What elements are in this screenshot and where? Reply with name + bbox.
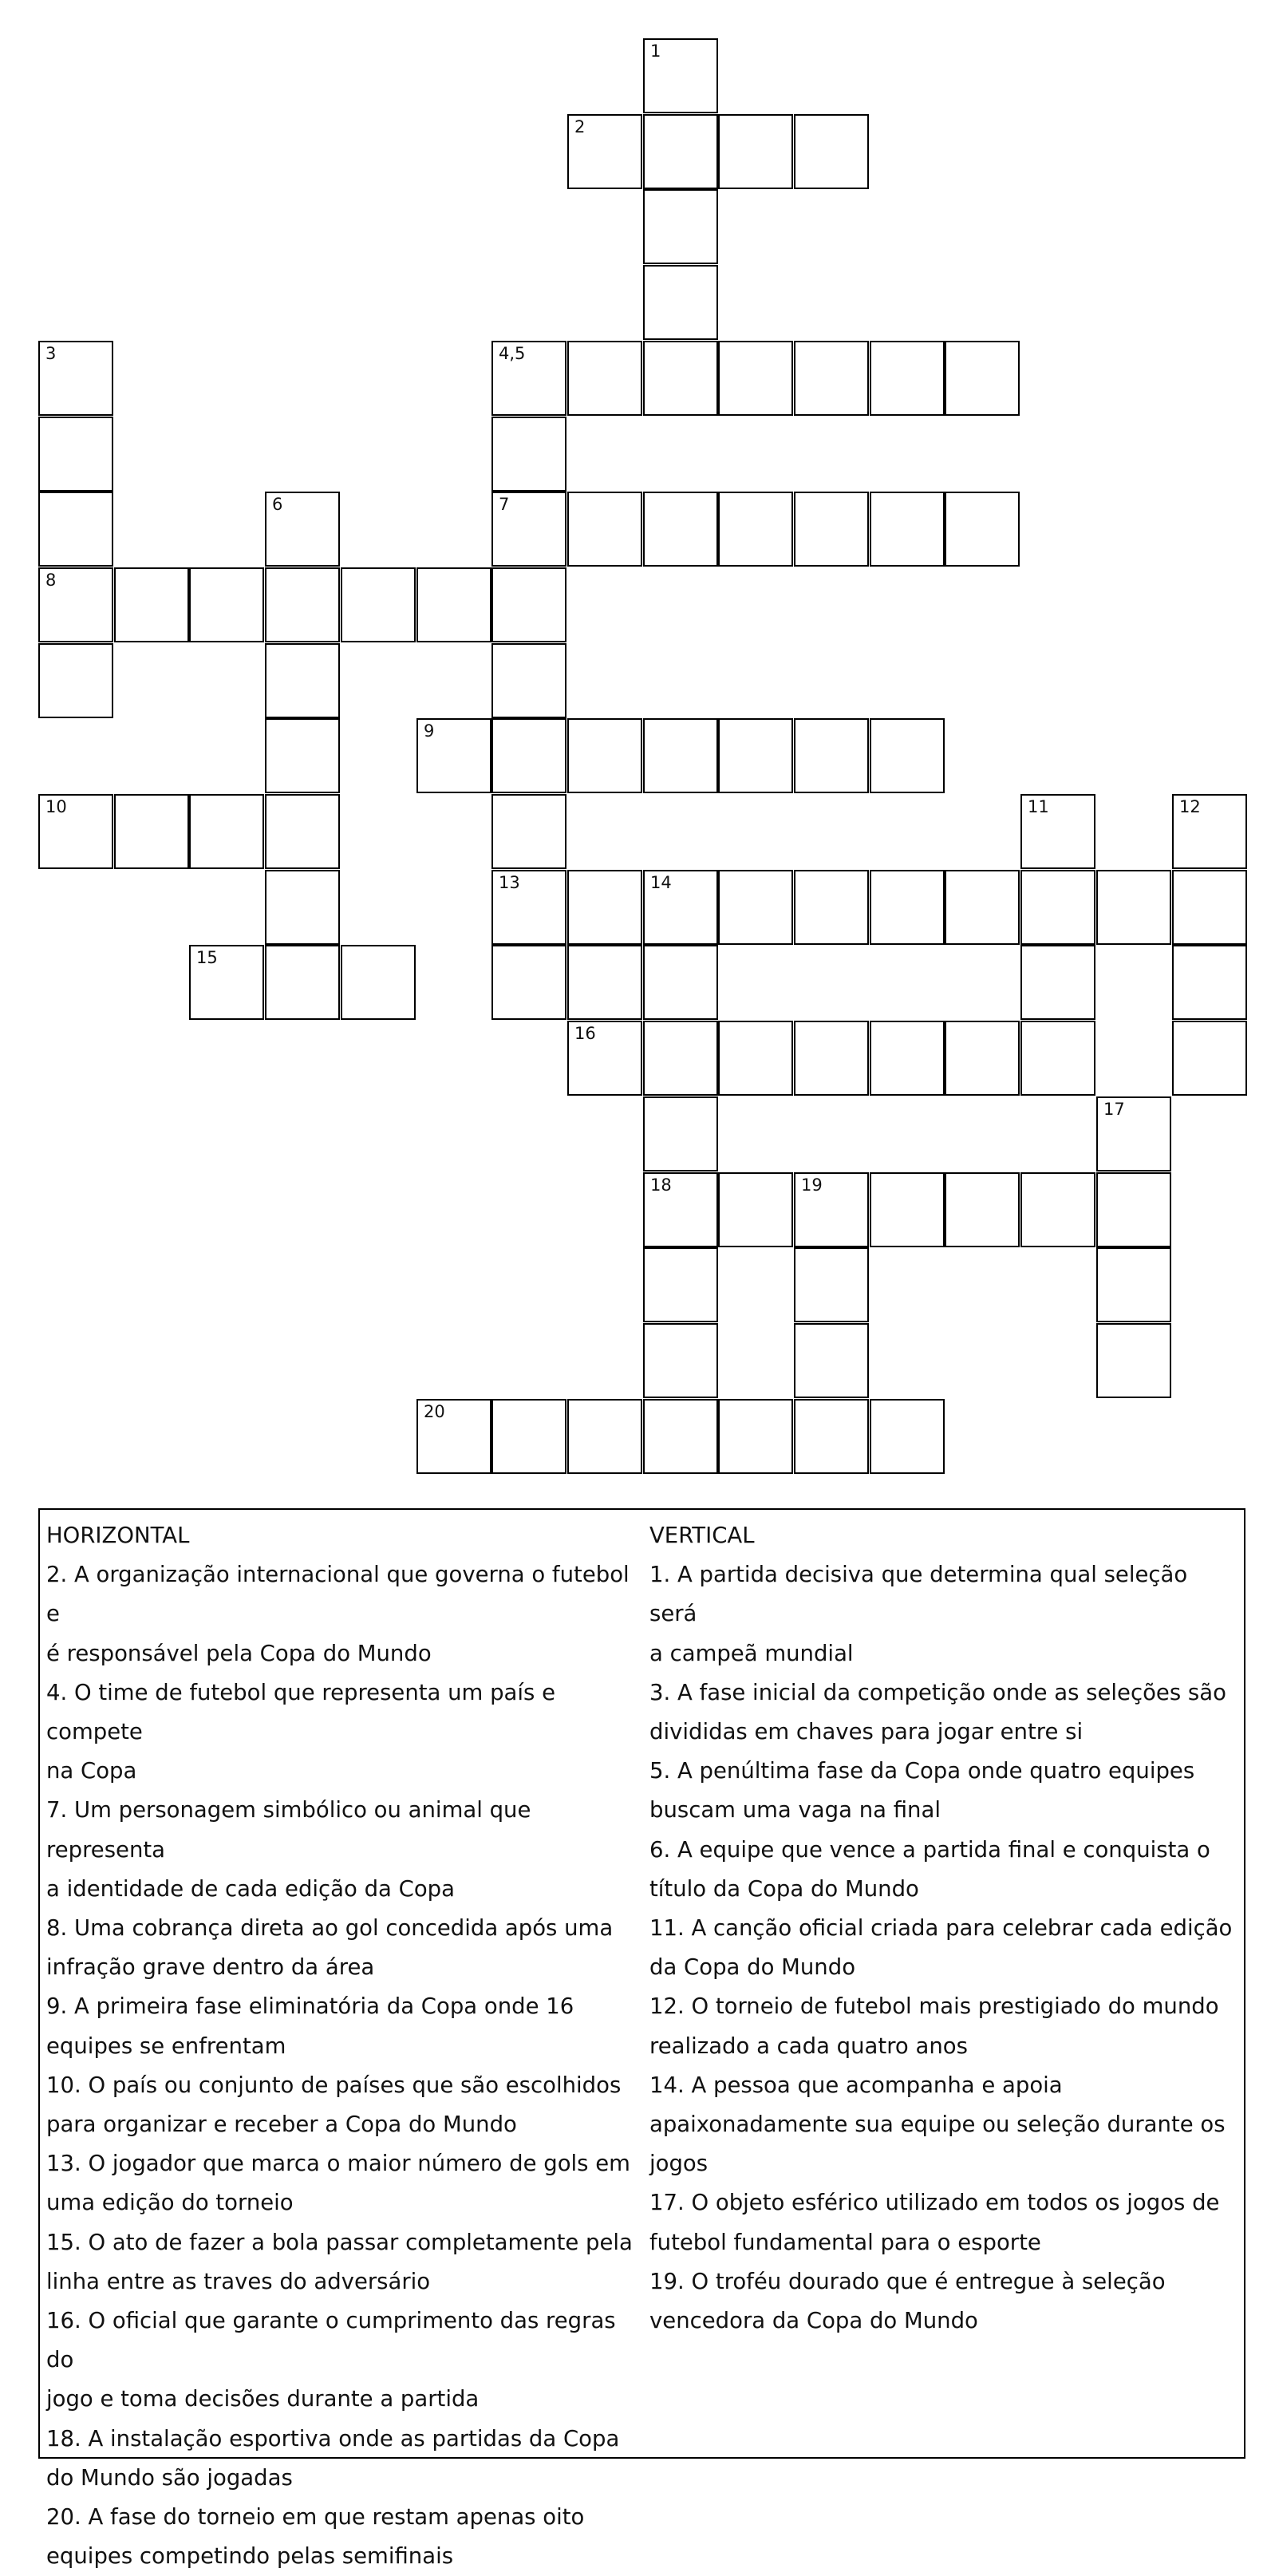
clue-line: equipes se enfrentam — [46, 2033, 286, 2059]
crossword-cell[interactable] — [870, 718, 945, 793]
crossword-cell[interactable] — [945, 341, 1020, 416]
crossword-cell[interactable] — [38, 794, 113, 869]
crossword-cell[interactable] — [718, 341, 793, 416]
crossword-cell[interactable] — [1096, 1323, 1171, 1398]
clue-line: infração grave dentro da área — [46, 1954, 375, 1981]
crossword-cell[interactable] — [341, 945, 416, 1020]
crossword-cell[interactable] — [114, 794, 189, 869]
crossword-cell[interactable] — [38, 341, 113, 416]
clue-line: a identidade de cada edição da Copa — [46, 1875, 455, 1902]
crossword-cell[interactable] — [491, 945, 566, 1020]
crossword-cell[interactable] — [491, 417, 566, 492]
crossword-cell[interactable] — [1096, 870, 1171, 945]
clue-line: 14. A pessoa que acompanha e apoia — [649, 2072, 1063, 2098]
horizontal-clues-column — [46, 1516, 646, 2576]
crossword-cell[interactable] — [643, 718, 718, 793]
crossword-cell[interactable] — [870, 341, 945, 416]
clue-line: buscam uma vaga na final — [649, 1797, 941, 1823]
crossword-cell[interactable] — [491, 492, 566, 567]
crossword-cell[interactable] — [265, 794, 340, 869]
crossword-cell[interactable] — [491, 870, 566, 945]
clue-line: 18. A instalação esportiva onde as partidas da Copa — [46, 2425, 620, 2452]
crossword-cell[interactable] — [1020, 1172, 1095, 1247]
clue-number: 16 — [574, 1024, 596, 1043]
clue-line: 7. Um personagem simbólico ou animal que representa — [46, 1797, 531, 1863]
crossword-cell[interactable] — [1096, 1172, 1171, 1247]
crossword-cell[interactable] — [38, 567, 113, 642]
crossword-cell[interactable] — [567, 341, 642, 416]
clue-line: divididas em chaves para jogar entre si — [649, 1719, 1084, 1745]
crossword-cell[interactable] — [491, 718, 566, 793]
clue-number: 13 — [499, 873, 520, 892]
clues-box — [38, 1508, 1245, 2570]
clue-line: 4. O time de futebol que representa um país e compete — [46, 1679, 556, 1745]
crossword-cell[interactable] — [870, 1021, 945, 1096]
crossword-cell[interactable] — [1020, 870, 1095, 945]
crossword-cell[interactable] — [643, 1172, 718, 1247]
clue-number: 8 — [45, 571, 57, 590]
crossword-cell[interactable] — [643, 341, 718, 416]
clue-line: a campeã mundial — [649, 1640, 854, 1666]
crossword-cell[interactable] — [643, 38, 718, 113]
clue-number: 3 — [45, 344, 57, 363]
clue-number: 15 — [196, 948, 218, 967]
vertical-clues-column — [649, 1516, 1240, 2341]
crossword-cell[interactable] — [718, 492, 793, 567]
clue-line: 15. O ato de fazer a bola passar completamente pela — [46, 2229, 633, 2255]
clue-number: 4,5 — [499, 344, 526, 363]
crossword-cell[interactable] — [491, 794, 566, 869]
clue-line: na Copa — [46, 1758, 137, 1784]
clue-line: futebol fundamental para o esporte — [649, 2229, 1041, 2255]
crossword-cell[interactable] — [567, 1399, 642, 1474]
clue-number: 11 — [1028, 797, 1049, 816]
crossword-cell[interactable] — [1020, 794, 1095, 869]
crossword-cell[interactable] — [643, 1096, 718, 1171]
clue-line: 19. O troféu dourado que é entregue à seleção — [649, 2268, 1166, 2294]
clue-line: realizado a cada quatro anos — [649, 2033, 968, 2059]
crossword-cell[interactable] — [794, 114, 869, 189]
clue-line: 1. A partida decisiva que determina qual seleção será — [649, 1562, 1188, 1627]
crossword-cell[interactable] — [794, 1323, 869, 1398]
clue-line: 17. O objeto esférico utilizado em todos os jogos de — [649, 2190, 1220, 2216]
crossword-cell[interactable] — [794, 1247, 869, 1322]
crossword-cell[interactable] — [643, 945, 718, 1020]
clue-line: jogos — [649, 2151, 709, 2177]
crossword-cell[interactable] — [718, 1021, 793, 1096]
clue-line: 13. O jogador que marca o maior número de gols em — [46, 2151, 630, 2177]
crossword-cell[interactable] — [567, 1021, 642, 1096]
crossword-cell[interactable] — [265, 492, 340, 567]
crossword-cell[interactable] — [945, 1172, 1020, 1247]
crossword-cell[interactable] — [567, 492, 642, 567]
crossword-cell[interactable] — [567, 114, 642, 189]
clue-number: 6 — [272, 495, 283, 514]
crossword-cell[interactable] — [189, 794, 264, 869]
clue-number: 20 — [424, 1402, 445, 1421]
clue-line: 11. A canção oficial criada para celebrar cada edição — [649, 1915, 1233, 1942]
clue-line: é responsável pela Copa do Mundo — [46, 1640, 432, 1666]
crossword-cell[interactable] — [567, 718, 642, 793]
crossword-cell[interactable] — [643, 1247, 718, 1322]
crossword-cell[interactable] — [265, 567, 340, 642]
clue-line: 3. A fase inicial da competição onde as seleções são — [649, 1679, 1226, 1705]
clue-number: 12 — [1179, 797, 1201, 816]
crossword-cell[interactable] — [718, 1172, 793, 1247]
clue-line: do Mundo são jogadas — [46, 2464, 293, 2491]
crossword-cell[interactable] — [38, 492, 113, 567]
crossword-cell[interactable] — [794, 492, 869, 567]
clue-line: equipes competindo pelas semifinais — [46, 2543, 454, 2570]
crossword-cell[interactable] — [38, 643, 113, 718]
horizontal-heading: HORIZONTAL — [46, 1523, 190, 1548]
crossword-cell[interactable] — [794, 1172, 869, 1247]
clue-number: 9 — [424, 721, 435, 741]
clue-line: apaixonadamente sua equipe ou seleção durante os — [649, 2112, 1226, 2138]
crossword-cell[interactable] — [718, 1399, 793, 1474]
crossword-cell[interactable] — [1172, 870, 1247, 945]
crossword-cell[interactable] — [643, 189, 718, 264]
clue-line: 9. A primeira fase eliminatória da Copa onde 16 — [46, 1993, 574, 2020]
crossword-cell[interactable] — [491, 341, 566, 416]
crossword-cell[interactable] — [265, 870, 340, 945]
crossword-cell[interactable] — [416, 1399, 491, 1474]
crossword-cell[interactable] — [189, 567, 264, 642]
clue-line: jogo e toma decisões durante a partida — [46, 2386, 480, 2412]
clue-line: título da Copa do Mundo — [649, 1875, 919, 1902]
clue-number: 14 — [650, 873, 672, 892]
clue-line: 5. A penúltima fase da Copa onde quatro equipes — [649, 1758, 1195, 1784]
crossword-cell[interactable] — [1172, 794, 1247, 869]
crossword-cell[interactable] — [416, 567, 491, 642]
crossword-cell[interactable] — [870, 1399, 945, 1474]
crossword-cell[interactable] — [870, 870, 945, 945]
crossword-cell[interactable] — [945, 1021, 1020, 1096]
clue-line: 2. A organização internacional que governa o futebol e — [46, 1562, 630, 1627]
crossword-cell[interactable] — [643, 1021, 718, 1096]
crossword-cell[interactable] — [643, 492, 718, 567]
crossword-cell[interactable] — [643, 265, 718, 340]
crossword-cell[interactable] — [1020, 1021, 1095, 1096]
crossword-cell[interactable] — [1096, 1247, 1171, 1322]
crossword-cell[interactable] — [945, 492, 1020, 567]
crossword-cell[interactable] — [794, 870, 869, 945]
crossword-cell[interactable] — [643, 1323, 718, 1398]
crossword-cell[interactable] — [114, 567, 189, 642]
crossword-cell[interactable] — [265, 643, 340, 718]
crossword-cell[interactable] — [567, 945, 642, 1020]
clue-number: 17 — [1103, 1100, 1125, 1119]
clue-line: vencedora da Copa do Mundo — [649, 2308, 978, 2334]
clue-number: 18 — [650, 1175, 672, 1195]
crossword-cell[interactable] — [718, 870, 793, 945]
vertical-clue-list — [649, 1555, 1240, 2341]
horizontal-clue-list — [46, 1555, 646, 2576]
clue-line: da Copa do Mundo — [649, 1954, 856, 1981]
clue-number: 2 — [574, 117, 586, 136]
clue-line: linha entre as traves do adversário — [46, 2268, 431, 2294]
crossword-cell[interactable] — [491, 1399, 566, 1474]
crossword-cell[interactable] — [643, 870, 718, 945]
crossword-cell[interactable] — [341, 567, 416, 642]
crossword-cell[interactable] — [416, 718, 491, 793]
clue-number: 10 — [45, 797, 67, 816]
crossword-cell[interactable] — [794, 1021, 869, 1096]
crossword-cell[interactable] — [1020, 945, 1095, 1020]
clue-line: 16. O oficial que garante o cumprimento das regras do — [46, 2308, 616, 2373]
clue-number: 7 — [499, 495, 510, 514]
crossword-cell[interactable] — [945, 870, 1020, 945]
crossword-cell[interactable] — [491, 567, 566, 642]
crossword-cell[interactable] — [491, 643, 566, 718]
crossword-cell[interactable] — [265, 718, 340, 793]
clue-line: 10. O país ou conjunto de países que são escolhidos — [46, 2072, 622, 2098]
clue-line: para organizar e receber a Copa do Mundo — [46, 2112, 517, 2138]
crossword-cell[interactable] — [1172, 1021, 1247, 1096]
crossword-cell[interactable] — [189, 945, 264, 1020]
clue-line: 12. O torneio de futebol mais prestigiado do mundo — [649, 1993, 1219, 2020]
clue-line: 8. Uma cobrança direta ao gol concedida após uma — [46, 1915, 614, 1942]
clue-number: 19 — [801, 1175, 823, 1195]
crossword-cell[interactable] — [643, 114, 718, 189]
crossword-cell[interactable] — [643, 1399, 718, 1474]
crossword-cell[interactable] — [718, 718, 793, 793]
crossword-cell[interactable] — [718, 114, 793, 189]
crossword-cell[interactable] — [794, 1399, 869, 1474]
crossword-cell[interactable] — [567, 870, 642, 945]
clue-line: 6. A equipe que vence a partida final e conquista o — [649, 1836, 1210, 1863]
crossword-cell[interactable] — [38, 417, 113, 492]
clue-line: 20. A fase do torneio em que restam apenas oito — [46, 2504, 585, 2531]
crossword-cell[interactable] — [794, 341, 869, 416]
crossword-cell[interactable] — [794, 718, 869, 793]
crossword-cell[interactable] — [265, 945, 340, 1020]
vertical-heading: VERTICAL — [649, 1523, 755, 1548]
clue-line: uma edição do torneio — [46, 2190, 294, 2216]
crossword-cell[interactable] — [1172, 945, 1247, 1020]
clue-number: 1 — [650, 41, 661, 61]
crossword-cell[interactable] — [1096, 1096, 1171, 1171]
crossword-cell[interactable] — [870, 492, 945, 567]
crossword-cell[interactable] — [870, 1172, 945, 1247]
